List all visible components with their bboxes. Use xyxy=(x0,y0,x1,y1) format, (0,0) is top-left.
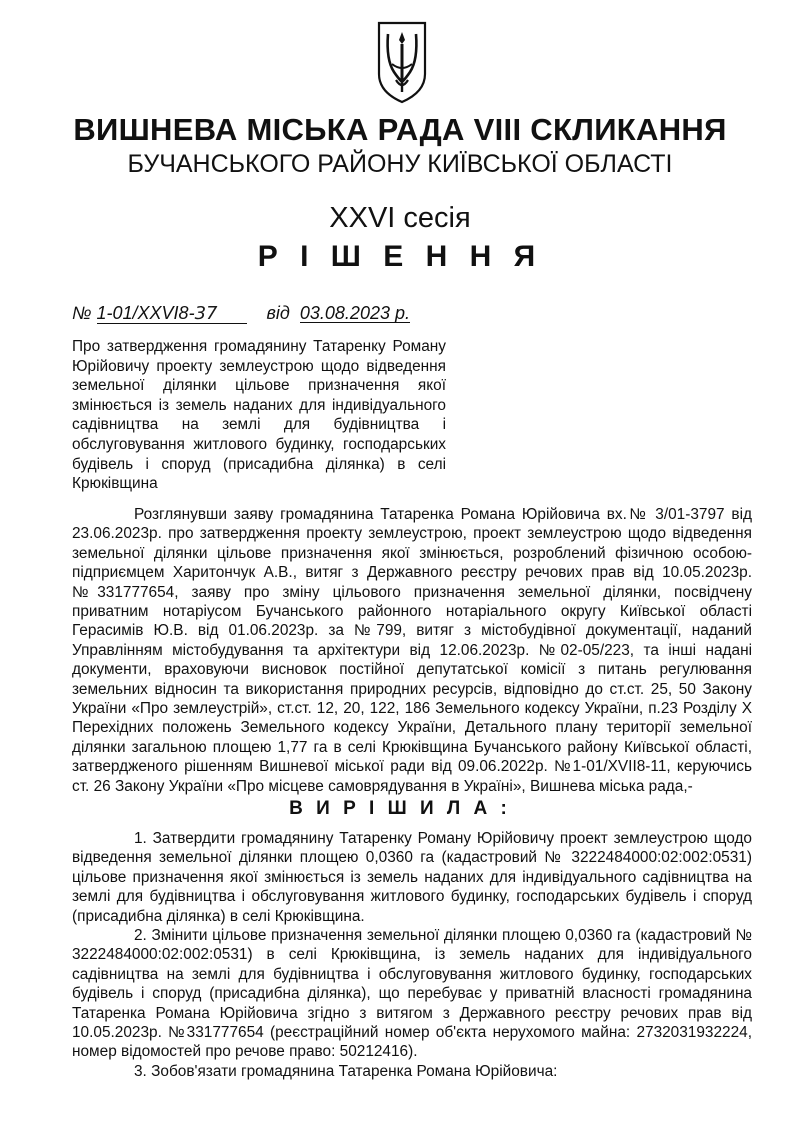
decision-item-3: 3. Зобов'язати громадянина Татаренка Романа Юрійовича: xyxy=(134,1062,558,1080)
trident-coat-of-arms-icon xyxy=(376,20,428,104)
decision-number xyxy=(97,304,247,324)
number-sign: № xyxy=(72,303,92,323)
date-prefix: від xyxy=(266,303,290,323)
decision-number-line xyxy=(72,303,410,324)
district-title: БУЧАНСЬКОГО РАЙОНУ КИЇВСЬКОЇ ОБЛАСТІ xyxy=(127,150,673,178)
preamble xyxy=(72,505,752,796)
decision-date: 03.08.2023 р. xyxy=(299,303,410,323)
decision-subject xyxy=(72,337,446,494)
decided-heading: В И Р І Ш И Л А : xyxy=(289,798,511,819)
decision-item-2: 2. Змінити цільове призначення земельної ділянки площею 0,0360 га (кадастровий № 3222484000:02:002:0531) в селі Крюківщина, із земель наданих для індивідуального садівництва на землі для будівництва і обслуговування житлового будинку, господарських будівель і споруд (присадибна ділянка), що перебуває у приватній власності громадянина Татаренка Романа Юрійовича згідно з витягом з Державного реєстру речових прав від 10.05.2023р. №331777654 (реєстраційний номер об'єкта нерухомого майна: 2732031932224, номер відомостей про речове право: 50212416). xyxy=(72,927,752,1061)
session-title: XXVI сесія xyxy=(329,202,471,234)
council-title: ВИШНЕВА МІСЬКА РАДА VIII СКЛИКАННЯ xyxy=(73,112,727,147)
decision-items xyxy=(72,829,752,1081)
subject-text: Про затвердження громадянину Татаренку Роману Юрійовичу проекту землеустрою щодо відведення земельної ділянки цільове призначення якої змінюється із земель наданих для індивідуального садівництва на землі для будівництва і обслуговування житлового будинку, господарських будівель і споруд (присадибна ділянка) в селі Крюківщина xyxy=(72,338,446,493)
preamble-text: Розглянувши заяву громадянина Татаренка Романа Юрійовича вх.№ 3/01-3797 від 23.06.2023р. про затвердження проекту землеустрою, проект землеустрою щодо відведення земельної ділянки цільове призначення якої змінюється, розроблений фізичною особою-підприємцем Харитончук А.В., витяг з Державного реєстру речових прав від 10.05.2023р. №331777654, заяву про зміну цільового призначення земельної ділянки, посвідчену приватним нотаріусом Бучанського районного нотаріального округу Київської області Герасимів Ю.В. від 01.06.2023р. за №799, витяг з містобудівної документації, наданий Управлінням містобудування та архітектури від 12.06.2023р. №02-05/223, та інші надані документи, враховуючи висновок постійної депутатської комісії з питань регулювання земельних відносин та використання природних ресурсів, відповідно до ст.ст. 25, 50 Закону України «Про землеустрій», ст.ст. 12, 20, 122, 186 Земельного кодексу України, п.23 Розділу X Перехідних положень Земельного кодексу України, Детального плану території земельної ділянки загальною площею 1,77 га в селі Крюківщина Бучанського району Київської області, затвердженого рішенням Вишневої міської ради від 09.06.2022р. №1-01/XVII8-11, керуючись ст. 26 Закону України «Про місцеве самоврядування в Україні», Вишнева міська рада,- xyxy=(72,506,752,795)
decision-number-handwritten: 37 xyxy=(194,303,218,324)
document-type-title: Р І Ш Е Н Н Я xyxy=(257,240,543,273)
decision-item-1: 1. Затвердити громадянину Татаренку Роману Юрійовичу проект землеустрою щодо відведення земельної ділянки площею 0,0360 га (кадастровий № 3222484000:02:002:0531) цільове призначення якої змінюється із земель наданих для індивідуального садівництва на землі для будівництва і обслуговування житлового будинку, господарських будівель і споруд (присадибна ділянка) в селі Крюківщина. xyxy=(72,830,752,925)
decision-number-printed: 1-01/XXVI8- xyxy=(96,303,195,323)
